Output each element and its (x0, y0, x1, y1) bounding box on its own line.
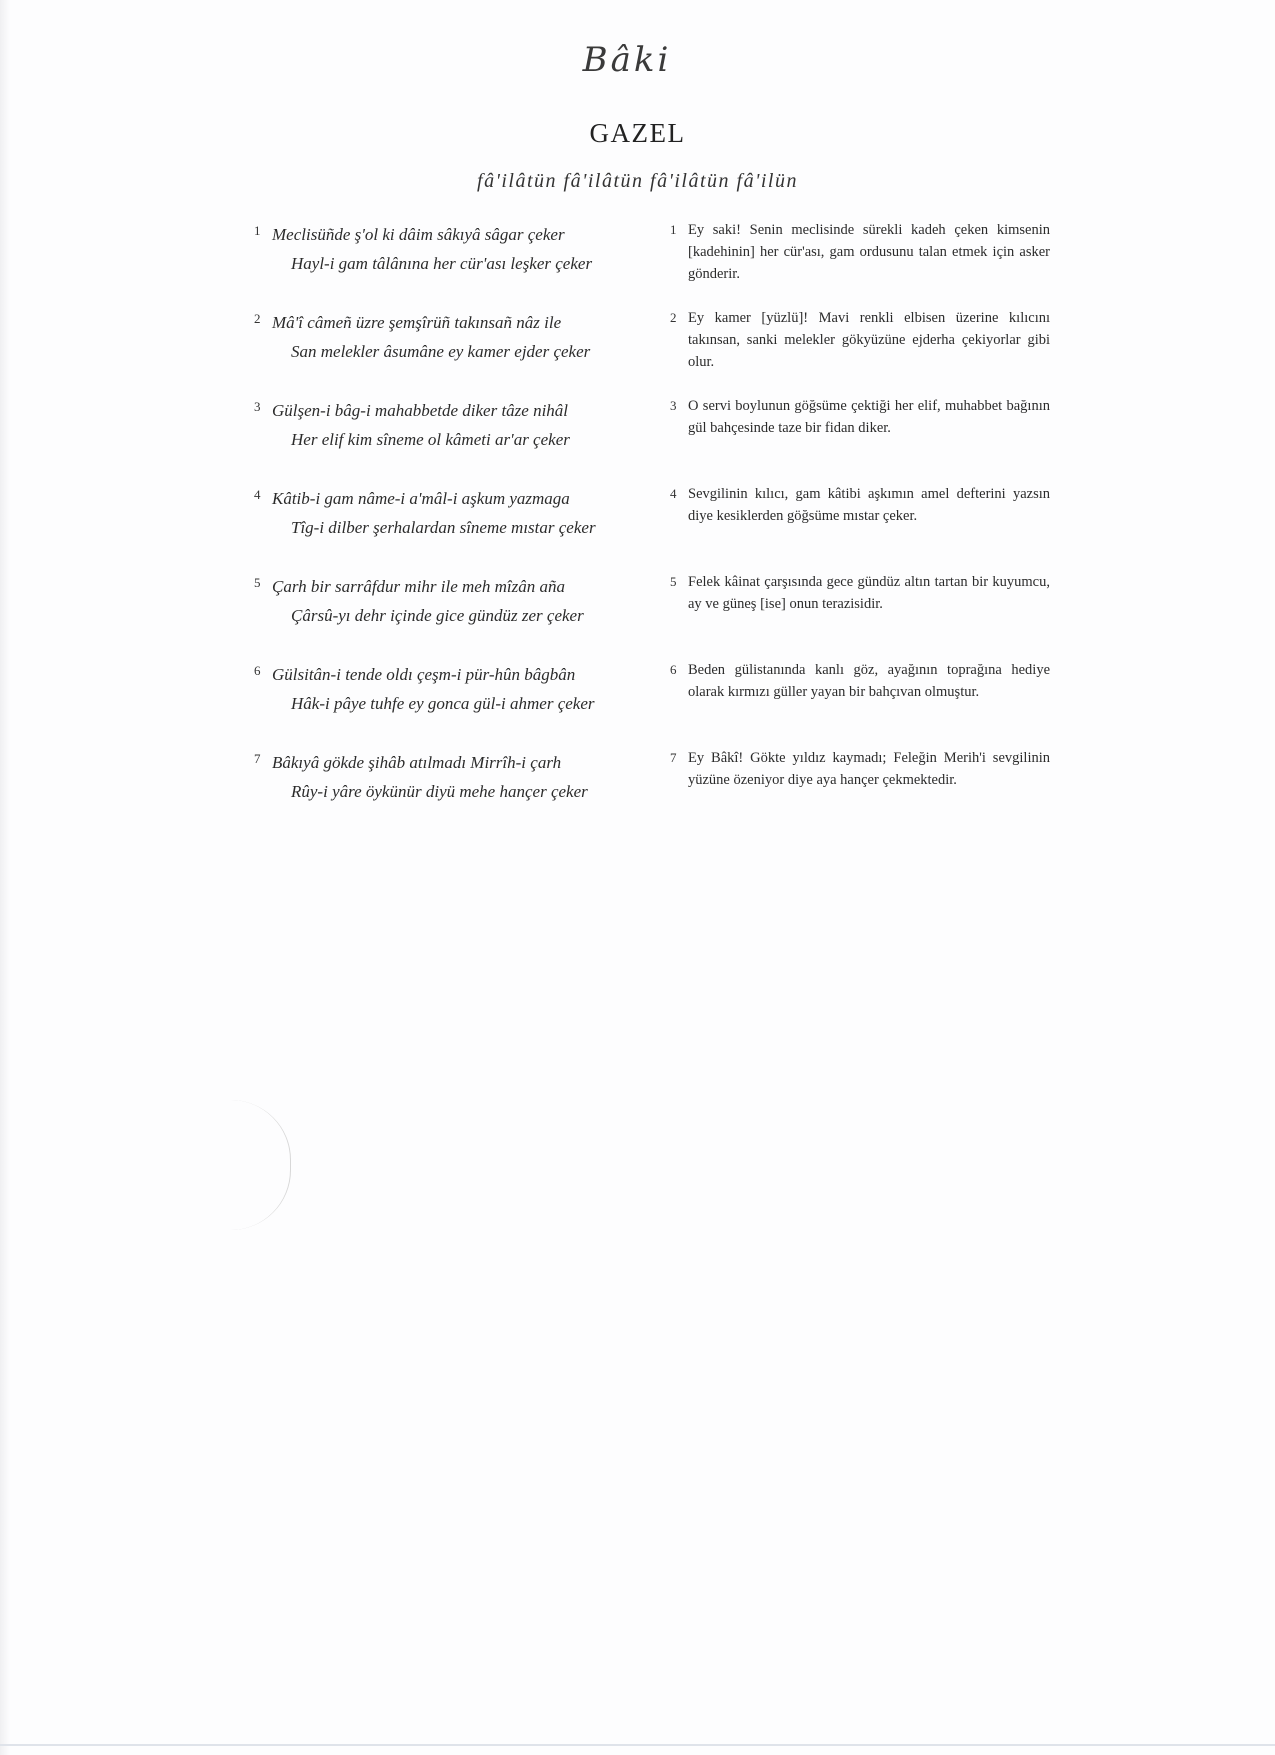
couplet-line-1: Bâkıyâ gökde şihâb atılmadı Mirrîh-i çarh (272, 753, 562, 772)
couplet-line-2: Tîg-i dilber şerhalardan sîneme mıstar çeker (291, 518, 596, 537)
couplet-line-1: Mâ'î câmeñ üzre şemşîrüñ takınsañ nâz ile (272, 313, 562, 332)
translation-number: 4 (670, 486, 677, 501)
couplet-number: 1 (254, 223, 261, 238)
translation-text: Ey kamer [yüzlü]! Mavi renkli elbisen üzerine kılıcını takınsan, sanki melekler gökyüzüne ejderha çekiyorlar gibi olur. (688, 310, 1050, 370)
couplet-7 (254, 748, 632, 806)
couplet-line-2: Rûy-i yâre öykünür diyü mehe hançer çeker (291, 782, 588, 801)
couplet-line-2: San melekler âsumâne ey kamer ejder çeker (291, 342, 591, 361)
poem-meter: fâ'ilâtün fâ'ilâtün fâ'ilâtün fâ'ilün (477, 170, 798, 192)
translation-4 (670, 483, 1050, 527)
couplet-number: 2 (254, 311, 261, 326)
couplet-line-1: Gülsitân-i tende oldı çeşm-i pür-hûn bâgbân (272, 665, 576, 684)
couplet-line-2: Her elif kim sîneme ol kâmeti ar'ar çeker (291, 430, 570, 449)
translation-7 (670, 747, 1050, 791)
translation-number: 7 (670, 750, 677, 765)
couplet-1 (254, 220, 632, 278)
translation-text: Felek kâinat çarşısında gece gündüz altın tartan bir kuyumcu, ay ve güneş [ise] onun terazisidir. (688, 574, 1050, 612)
couplet-line-2: Hâk-i pâye tuhfe ey gonca gül-i ahmer çeker (291, 694, 595, 713)
couplet-3 (254, 396, 632, 454)
translation-number: 1 (670, 222, 677, 237)
translation-5 (670, 571, 1050, 615)
translation-number: 3 (670, 398, 677, 413)
couplet-line-1: Meclisüñde ş'ol ki dâim sâkıyâ sâgar çeker (272, 225, 565, 244)
couplet-4 (254, 484, 632, 542)
couplet-number: 7 (254, 751, 261, 766)
couplet-number: 4 (254, 487, 261, 502)
translation-number: 6 (670, 662, 677, 677)
scan-artifact-arc (200, 1100, 291, 1230)
couplet-line-1: Kâtib-i gam nâme-i a'mâl-i aşkum yazmaga (272, 489, 570, 508)
poem-title: GAZEL (589, 118, 686, 148)
couplet-2 (254, 308, 632, 366)
couplet-line-2: Çârsû-yı dehr içinde gice gündüz zer çeker (291, 606, 584, 625)
couplet-6 (254, 660, 632, 718)
translation-2 (670, 307, 1050, 373)
couplet-line-1: Gülşen-i bâg-i mahabbetde diker tâze nihâl (272, 401, 569, 420)
translation-number: 2 (670, 310, 677, 325)
translation-1 (670, 219, 1050, 285)
translation-text: Ey saki! Senin meclisinde sürekli kadeh çeken kimsenin [kadehinin] her cür'ası, gam ordusunu talan etmek için asker gönderir. (688, 222, 1050, 282)
translation-text: Ey Bâkî! Gökte yıldız kaymadı; Feleğin Merih'i sevgilinin yüzüne özeniyor diye aya hançer çekmektedir. (688, 750, 1050, 788)
couplet-number: 6 (254, 663, 261, 678)
page-edge-shadow (0, 0, 10, 1755)
couplet-line-1: Çarh bir sarrâfdur mihr ile meh mîzân aña (272, 577, 565, 596)
translation-text: Beden gülistanında kanlı göz, ayağının toprağına hediye olarak kırmızı güller yayan bir bahçıvan olmuştur. (688, 662, 1050, 700)
translation-text: Sevgilinin kılıcı, gam kâtibi aşkımın amel defterini yazsın diye kesiklerden göğsüme mıstar çeker. (688, 486, 1050, 524)
translation-text: O servi boylunun göğsüme çektiği her elif, muhabbet bağının gül bahçesinde taze bir fidan diker. (688, 398, 1050, 436)
couplet-5 (254, 572, 632, 630)
scan-bottom-edge (0, 1744, 1275, 1746)
couplet-number: 3 (254, 399, 261, 414)
translation-number: 5 (670, 574, 677, 589)
translation-3 (670, 395, 1050, 439)
couplet-number: 5 (254, 575, 261, 590)
handwritten-author-note: Bâki (582, 40, 672, 80)
couplet-line-2: Hayl-i gam tâlânına her cür'ası leşker çeker (291, 254, 593, 273)
translation-6 (670, 659, 1050, 703)
